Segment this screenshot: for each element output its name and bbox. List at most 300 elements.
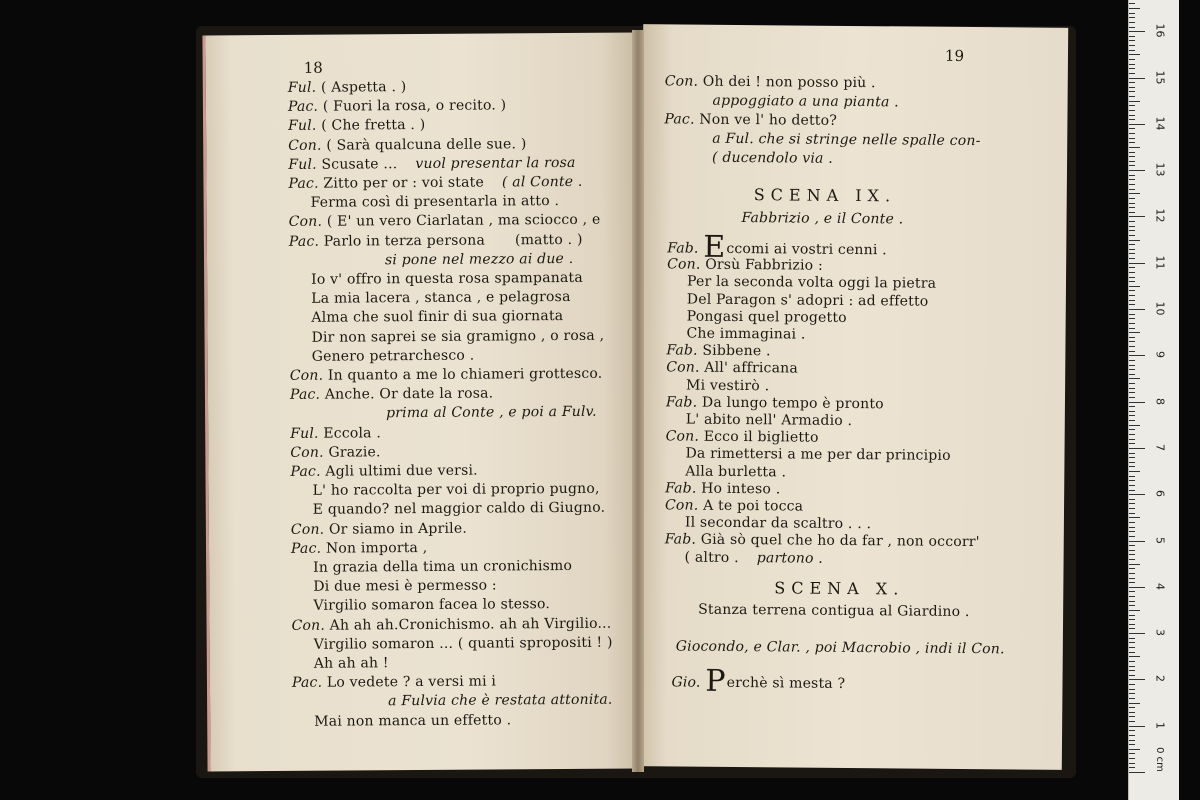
ruler-tick <box>1129 624 1135 625</box>
ruler-tick <box>1129 490 1135 491</box>
script-line <box>671 663 846 699</box>
ruler-tick <box>1129 105 1135 106</box>
ruler-tick <box>1129 263 1145 264</box>
line-text: Anche. Or date la rosa. <box>324 385 494 403</box>
ruler-tick <box>1129 133 1135 134</box>
ruler-tick <box>1129 346 1135 347</box>
script-line <box>685 462 786 481</box>
line-text: Per la seconda volta oggi la pietra <box>686 273 937 293</box>
speaker-label: Pac. <box>291 674 323 692</box>
ruler-tick <box>1129 693 1135 694</box>
ruler-tick <box>1129 480 1135 481</box>
ruler-tick <box>1129 244 1135 245</box>
line-text: Orsù Fabbrizio : <box>705 256 823 274</box>
ruler-tick <box>1129 633 1145 634</box>
line-text: (matto . ) <box>514 231 583 248</box>
ruler-tick <box>1129 758 1135 759</box>
script-line <box>712 149 833 168</box>
line-text: Da rimettersi a me per dar principio <box>685 445 951 465</box>
ruler-number: 4 <box>1153 582 1167 590</box>
scene-ix-heading: SCENA IX. <box>753 185 897 206</box>
ruler-number: 16 <box>1153 23 1167 38</box>
script-line <box>290 385 493 404</box>
script-line <box>289 211 601 231</box>
ruler-tick <box>1129 240 1140 241</box>
ruler-tick <box>1129 564 1140 565</box>
ruler-tick <box>1129 314 1135 315</box>
speaker-label: Pac. <box>290 463 321 480</box>
ruler-tick <box>1129 605 1135 606</box>
line-text: Mai non manca un effetto . <box>314 711 512 730</box>
ruler-tick <box>1129 272 1135 273</box>
ruler-tick <box>1129 675 1135 676</box>
line-text: Ah ah ah.Cronichismo. ah ah Virgilio... <box>329 615 612 634</box>
ruler-tick <box>1129 383 1135 384</box>
right-page <box>637 24 1068 770</box>
ruler-tick <box>1129 304 1135 305</box>
ruler-unit-label: 0 cm <box>1153 747 1165 772</box>
ruler-tick <box>1129 443 1135 444</box>
ruler-tick <box>1129 179 1135 180</box>
ruler-tick <box>1129 290 1135 291</box>
speaker-label: Pac. <box>288 233 320 250</box>
ruler-tick <box>1129 517 1140 518</box>
ruler-tick <box>1129 730 1135 731</box>
ruler-tick <box>1129 550 1135 551</box>
ruler-tick <box>1129 721 1135 722</box>
ruler-number: 9 <box>1153 351 1167 359</box>
speaker-label: Pac. <box>290 540 322 557</box>
line-text: ( Che fretta . ) <box>321 117 426 135</box>
ruler-tick <box>1129 462 1135 463</box>
speaker-label: Con. <box>288 137 322 154</box>
speaker-label: Pac. <box>288 175 319 192</box>
line-text: In grazia della tima un cronichismo <box>313 557 573 576</box>
ruler-tick <box>1129 170 1145 171</box>
script-line <box>664 110 837 130</box>
ruler-tick <box>1129 508 1135 509</box>
ruler-tick <box>1129 161 1135 162</box>
ruler-tick <box>1129 78 1145 79</box>
line-text: All' affricana <box>704 360 799 377</box>
ruler-tick <box>1129 203 1135 204</box>
stage-direction: a Fulvia che è restata attonita. <box>388 692 613 710</box>
line-text: Che immaginai . <box>686 325 806 343</box>
ruler-tick <box>1129 221 1135 222</box>
ruler-tick <box>1129 27 1135 28</box>
script-line <box>290 424 381 443</box>
ruler-tick <box>1129 499 1135 500</box>
speaker-label: Fab. <box>664 531 697 549</box>
ruler-tick <box>1129 184 1135 185</box>
line-text: ( Aspetta . ) <box>320 79 407 96</box>
script-line <box>311 269 583 289</box>
ruler-tick <box>1129 568 1135 569</box>
line-text: Non ve l' ho detto? <box>699 111 838 129</box>
script-line <box>290 443 380 462</box>
script-line <box>313 595 550 615</box>
ruler-tick <box>1129 513 1135 514</box>
script-line <box>665 496 803 515</box>
ruler-tick <box>1129 545 1135 546</box>
ruler-tick <box>1129 716 1135 717</box>
ruler-tick <box>1129 402 1145 403</box>
script-line <box>311 307 563 327</box>
line-text: ( Sarà qualcuna delle sue. ) <box>326 135 527 154</box>
ruler-tick <box>1129 341 1135 342</box>
ruler-tick <box>1129 466 1135 467</box>
script-line <box>311 326 604 346</box>
ruler-tick <box>1129 45 1135 46</box>
ruler-tick <box>1129 415 1135 416</box>
speaker-label: Con. <box>289 367 324 384</box>
ruler-tick <box>1129 73 1135 74</box>
speaker-label: Con. <box>667 256 701 273</box>
ruler-number: 10 <box>1153 301 1167 316</box>
speaker-label: Pac. <box>289 386 321 404</box>
ruler-tick <box>1129 332 1140 333</box>
ruler-tick <box>1129 147 1140 148</box>
script-line <box>288 116 425 135</box>
script-line <box>291 519 467 538</box>
speaker-label: Gio. <box>671 674 701 691</box>
ruler-tick <box>1129 439 1135 440</box>
script-line <box>312 346 475 365</box>
ruler-tick <box>1129 253 1135 254</box>
speaker-label: Con. <box>666 359 700 377</box>
ruler-tick <box>1129 124 1145 125</box>
ruler-tick <box>1129 406 1135 407</box>
ruler-tick <box>1129 249 1135 250</box>
line-text: Ecco il biglietto <box>703 428 819 446</box>
script-line <box>288 97 506 117</box>
speaker-label: Con. <box>290 521 325 538</box>
speaker-label: Con. <box>288 214 323 231</box>
stage-direction: ( ducendolo via . <box>712 149 833 167</box>
ruler-number: 1 <box>1153 721 1167 729</box>
ruler-tick <box>1129 165 1135 166</box>
ruler-tick <box>1129 96 1135 97</box>
ruler-tick <box>1129 189 1135 190</box>
ruler-tick <box>1129 91 1135 92</box>
ruler-tick <box>1129 50 1135 51</box>
script-line <box>666 342 770 361</box>
scene-x-heading: SCENA X. <box>774 578 905 599</box>
ruler-tick <box>1129 110 1135 111</box>
ruler-tick <box>1129 351 1135 352</box>
line-text: Or siamo in Aprile. <box>328 520 468 538</box>
ruler-tick <box>1129 591 1135 592</box>
scene-ix-characters: Fabbrizio , e il Conte . <box>741 210 904 228</box>
stage-direction: appoggiato a una pianta . <box>712 92 899 111</box>
line-text: L' abito nell' Armadio . <box>685 411 853 429</box>
ruler-number: 5 <box>1153 536 1167 544</box>
ruler-tick <box>1129 536 1135 537</box>
page-number-right: 19 <box>944 46 965 65</box>
ruler-tick <box>1129 703 1140 704</box>
ruler-tick <box>1129 684 1135 685</box>
ruler-tick <box>1129 531 1135 532</box>
line-text: Agli ultimi due versi. <box>325 462 478 480</box>
line-text: ( altro . <box>684 549 739 566</box>
script-line <box>292 673 496 692</box>
script-line <box>313 577 497 596</box>
ruler-number: 3 <box>1153 629 1167 637</box>
line-text: Lo vedete ? a versi mi i <box>326 673 497 691</box>
ruler-tick <box>1129 68 1135 69</box>
script-line <box>288 154 575 174</box>
ruler-tick <box>1129 434 1135 435</box>
ruler-tick <box>1129 601 1135 602</box>
ruler-tick <box>1129 744 1135 745</box>
ruler-tick <box>1129 763 1135 764</box>
line-text: Del Paragon s' adopri : ad effetto <box>686 291 929 310</box>
ruler-tick <box>1129 522 1135 523</box>
script-line <box>314 633 613 653</box>
line-text: Pongasi quel progetto <box>686 308 847 326</box>
stage-direction: ( al Conte . <box>501 173 583 191</box>
ruler-tick <box>1129 230 1135 231</box>
ruler-tick <box>1129 318 1135 319</box>
line-text: ccomi ai vostri cenni . <box>726 240 887 259</box>
ruler-tick <box>1129 59 1135 60</box>
ruler-tick <box>1129 740 1135 741</box>
ruler-tick <box>1129 64 1135 65</box>
line-text: Ferma così di presentarla in atto . <box>310 193 560 211</box>
ruler-tick <box>1129 448 1145 449</box>
measuring-ruler <box>1128 0 1179 800</box>
ruler-tick <box>1129 17 1135 18</box>
ruler-tick <box>1129 559 1135 560</box>
line-text: Il secondar da scaltro . . . <box>684 514 872 533</box>
line-text: Virgilio somaron facea lo stesso. <box>313 596 551 615</box>
ruler-tick <box>1129 541 1145 542</box>
line-text: Eccola . <box>323 424 382 442</box>
ruler-tick <box>1129 8 1140 9</box>
script-line <box>314 711 511 730</box>
left-page <box>202 32 640 771</box>
line-text: Alla burletta . <box>685 463 787 481</box>
script-line <box>665 72 876 92</box>
line-text: Ah ah ah ! <box>313 655 389 672</box>
stage-direction: vuol presentar la rosa <box>415 154 576 172</box>
ruler-tick <box>1129 115 1135 116</box>
line-text: Scusate ... <box>321 155 398 173</box>
stage-direction: si pone nel mezzo ai due . <box>384 250 574 269</box>
line-text: Mi vestirò . <box>686 377 770 394</box>
ruler-tick <box>1129 355 1145 356</box>
line-text: In quanto a me lo chiameri grottesco. <box>327 365 603 384</box>
ruler-tick <box>1129 527 1135 528</box>
ruler-tick <box>1129 300 1135 301</box>
ruler-tick <box>1129 573 1135 574</box>
drop-capital: P <box>705 663 726 699</box>
ruler-tick <box>1129 198 1135 199</box>
ruler-number: 6 <box>1153 490 1167 498</box>
script-line <box>713 92 899 112</box>
ruler-tick <box>1129 286 1140 287</box>
line-text: ( E' un vero Ciarlatan , ma sciocco , e <box>326 212 601 231</box>
ruler-tick <box>1129 156 1135 157</box>
speaker-label: Pac. <box>664 111 695 128</box>
ruler-tick <box>1129 3 1135 4</box>
ruler-tick <box>1129 365 1135 366</box>
speaker-label: Con. <box>290 444 324 461</box>
speaker-label: Con. <box>664 73 699 90</box>
ruler-tick <box>1129 425 1140 426</box>
script-line <box>313 480 600 500</box>
ruler-tick <box>1129 101 1140 102</box>
script-line <box>291 614 611 634</box>
ruler-tick <box>1129 476 1135 477</box>
ruler-number: 14 <box>1153 116 1167 131</box>
ruler-tick <box>1129 503 1135 504</box>
line-text: Non importa , <box>325 539 428 557</box>
ruler-tick <box>1129 295 1135 296</box>
ruler-tick <box>1129 369 1135 370</box>
ruler-tick <box>1129 258 1135 259</box>
line-text: Sibbene . <box>702 342 771 360</box>
ruler-tick <box>1129 689 1135 690</box>
speaker-label: Fab. <box>666 342 698 359</box>
ruler-tick <box>1129 670 1135 671</box>
ruler-tick <box>1129 494 1145 495</box>
line-text: Genero petrarchesco . <box>311 347 475 365</box>
script-line <box>313 499 606 519</box>
ruler-tick <box>1129 712 1135 713</box>
ruler-number: 11 <box>1153 255 1167 270</box>
script-line <box>388 691 613 711</box>
speaker-label: Fab. <box>665 480 697 497</box>
ruler-tick <box>1129 374 1135 375</box>
ruler-tick <box>1129 267 1135 268</box>
ruler-tick <box>1129 128 1135 129</box>
ruler-tick <box>1129 610 1140 611</box>
ruler-tick <box>1129 22 1135 23</box>
ruler-tick <box>1129 193 1140 194</box>
ruler-tick <box>1129 277 1135 278</box>
speaker-label: Con. <box>664 497 699 514</box>
script-line <box>386 403 597 422</box>
ruler-tick <box>1129 281 1135 282</box>
line-text: A te poi tocca <box>703 497 804 515</box>
script-line <box>291 539 427 558</box>
ruler-tick <box>1129 392 1135 393</box>
ruler-tick <box>1129 235 1135 236</box>
ruler-tick <box>1129 429 1135 430</box>
script-line <box>665 479 780 498</box>
line-text: Di due mesi è permesso : <box>313 577 497 595</box>
ruler-tick <box>1129 207 1135 208</box>
speaker-label: Ful. <box>287 79 317 96</box>
ruler-number: 12 <box>1153 208 1167 223</box>
line-text: La mia lacera , stanca , e pelagrosa <box>311 289 571 307</box>
ruler-tick <box>1129 642 1135 643</box>
script-line <box>686 325 805 344</box>
line-text: Io v' offro in questa rosa spampanata <box>311 269 583 288</box>
line-text: Da lungo tempo è pronto <box>701 394 884 413</box>
ruler-tick <box>1129 87 1135 88</box>
ruler-tick <box>1129 772 1145 773</box>
ruler-tick <box>1129 554 1135 555</box>
ruler-tick <box>1129 767 1135 768</box>
page-number-left: 18 <box>303 58 323 77</box>
ruler-tick <box>1129 753 1135 754</box>
line-text: Oh dei ! non posso più . <box>702 73 876 92</box>
script-line <box>289 230 583 250</box>
line-text: L' ho raccolta per voi di proprio pugno, <box>312 480 600 499</box>
scene-x-characters: Giocondo, e Clar. , poi Macrobio , indi il Con. <box>675 638 1005 658</box>
ruler-tick <box>1129 471 1140 472</box>
ruler-tick <box>1129 31 1145 32</box>
ruler-tick <box>1129 647 1135 648</box>
ruler-tick <box>1129 596 1135 597</box>
script-line <box>290 365 603 385</box>
ruler-tick <box>1129 36 1135 37</box>
script-line <box>290 462 477 481</box>
drop-capital: E <box>703 229 726 265</box>
ruler-number: 8 <box>1153 397 1167 405</box>
ruler-tick <box>1129 40 1135 41</box>
ruler-tick <box>1129 420 1135 421</box>
script-line <box>288 135 526 155</box>
script-line <box>288 78 407 97</box>
book-gutter <box>632 30 644 772</box>
stage-direction: a Ful. che si stringe nelle spalle con- <box>712 130 981 150</box>
ruler-tick <box>1129 749 1140 750</box>
ruler-number: 13 <box>1153 162 1167 177</box>
ruler-tick <box>1129 378 1140 379</box>
ruler-tick <box>1129 707 1135 708</box>
scene-x-setting: Stanza terrena contigua al Giardino . <box>698 601 970 621</box>
ruler-tick <box>1129 726 1145 727</box>
speaker-label: Fab. <box>665 394 698 411</box>
ruler-number: 15 <box>1153 70 1167 84</box>
script-line <box>311 288 570 308</box>
ruler-tick <box>1129 578 1135 579</box>
script-line <box>385 250 573 269</box>
ruler-tick <box>1129 619 1135 620</box>
stage-direction: partono . <box>756 549 824 567</box>
ruler-tick <box>1129 142 1135 143</box>
speaker-label: Pac. <box>287 98 319 116</box>
ruler-tick <box>1129 360 1135 361</box>
ruler-tick <box>1129 323 1135 324</box>
ruler-tick <box>1129 457 1135 458</box>
ruler-tick <box>1129 216 1145 217</box>
line-text: Ho inteso . <box>701 480 781 498</box>
ruler-tick <box>1129 698 1135 699</box>
script-line <box>666 359 798 378</box>
speaker-label: Fab. <box>667 240 699 257</box>
script-line <box>288 173 582 193</box>
script-line <box>313 557 572 577</box>
ruler-tick <box>1129 615 1135 616</box>
ruler-tick <box>1129 54 1140 55</box>
ruler-tick <box>1129 337 1135 338</box>
ruler-tick <box>1129 652 1135 653</box>
line-text: Già sò quel che ho da far , non occorr' <box>700 532 980 551</box>
speaker-label: Con. <box>665 428 700 445</box>
line-text: Parlo in terza persona <box>323 232 486 250</box>
ruler-tick <box>1129 679 1145 680</box>
ruler-tick <box>1129 138 1135 139</box>
ruler-tick <box>1129 309 1145 310</box>
ruler-tick <box>1129 175 1135 176</box>
ruler-tick <box>1129 453 1135 454</box>
ruler-tick <box>1129 485 1135 486</box>
line-text: Grazie. <box>328 444 381 461</box>
